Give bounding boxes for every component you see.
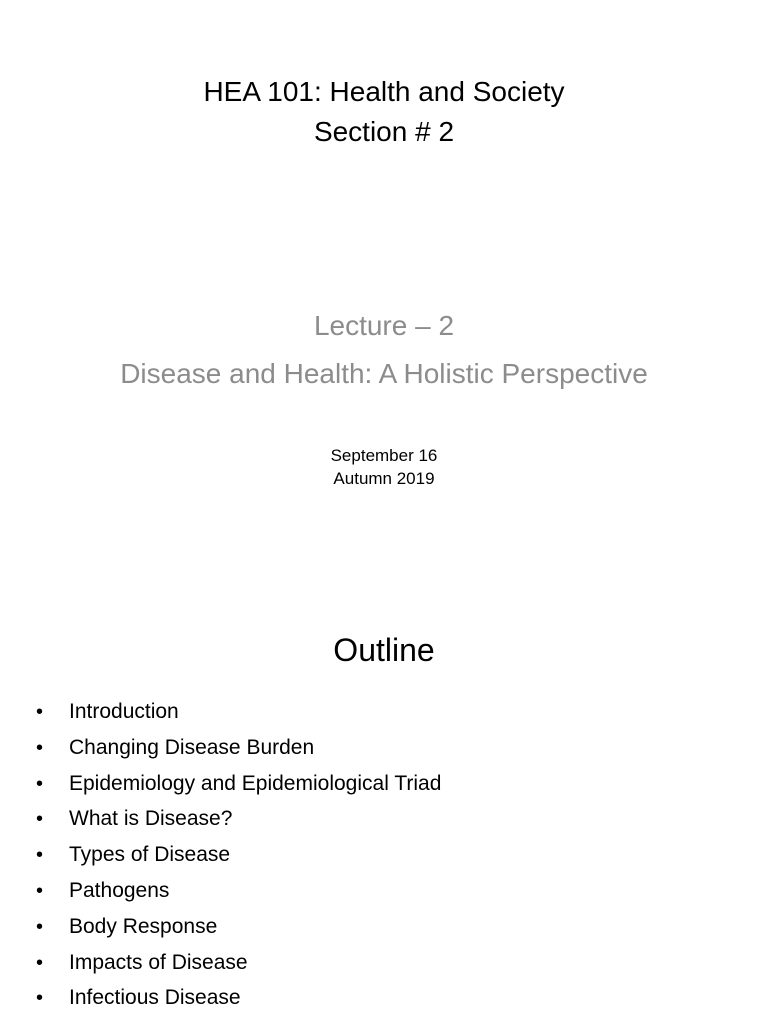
lecture-date bbox=[0, 444, 768, 490]
bullet-icon: • bbox=[36, 915, 44, 938]
bullet-icon: • bbox=[36, 772, 44, 795]
course-title-line-1: HEA 101: Health and Society bbox=[203, 76, 565, 107]
list-item-text: What is Disease? bbox=[69, 807, 233, 831]
bullet-icon: • bbox=[36, 951, 44, 974]
lecture-subtitle bbox=[0, 302, 768, 398]
date-line-2: Autumn 2019 bbox=[333, 469, 435, 488]
date-line-1: September 16 bbox=[330, 446, 438, 465]
list-item-text: Body Response bbox=[69, 914, 218, 938]
outline-heading: Outline bbox=[333, 632, 435, 668]
list-item-text: Introduction bbox=[69, 700, 179, 723]
list-item-text: Changing Disease Burden bbox=[69, 735, 315, 759]
course-title bbox=[0, 72, 768, 152]
list-item-text: Types of Disease bbox=[69, 843, 231, 867]
bullet-icon: • bbox=[36, 701, 44, 723]
bullet-icon: • bbox=[36, 879, 44, 902]
lecture-topic: Disease and Health: A Holistic Perspective bbox=[120, 358, 648, 389]
list-item-text: Pathogens bbox=[69, 878, 170, 902]
bullet-icon: • bbox=[36, 844, 44, 867]
course-title-line-2: Section # 2 bbox=[313, 116, 455, 147]
bullet-icon: • bbox=[36, 808, 44, 831]
bullet-icon: • bbox=[36, 736, 44, 759]
lecture-number: Lecture – 2 bbox=[313, 310, 455, 341]
bullet-icon: • bbox=[36, 987, 44, 1010]
list-item-text: Impacts of Disease bbox=[69, 950, 248, 974]
list-item-text: Infectious Disease bbox=[69, 986, 241, 1010]
list-item-text: Epidemiology and Epidemiological Triad bbox=[69, 771, 442, 795]
